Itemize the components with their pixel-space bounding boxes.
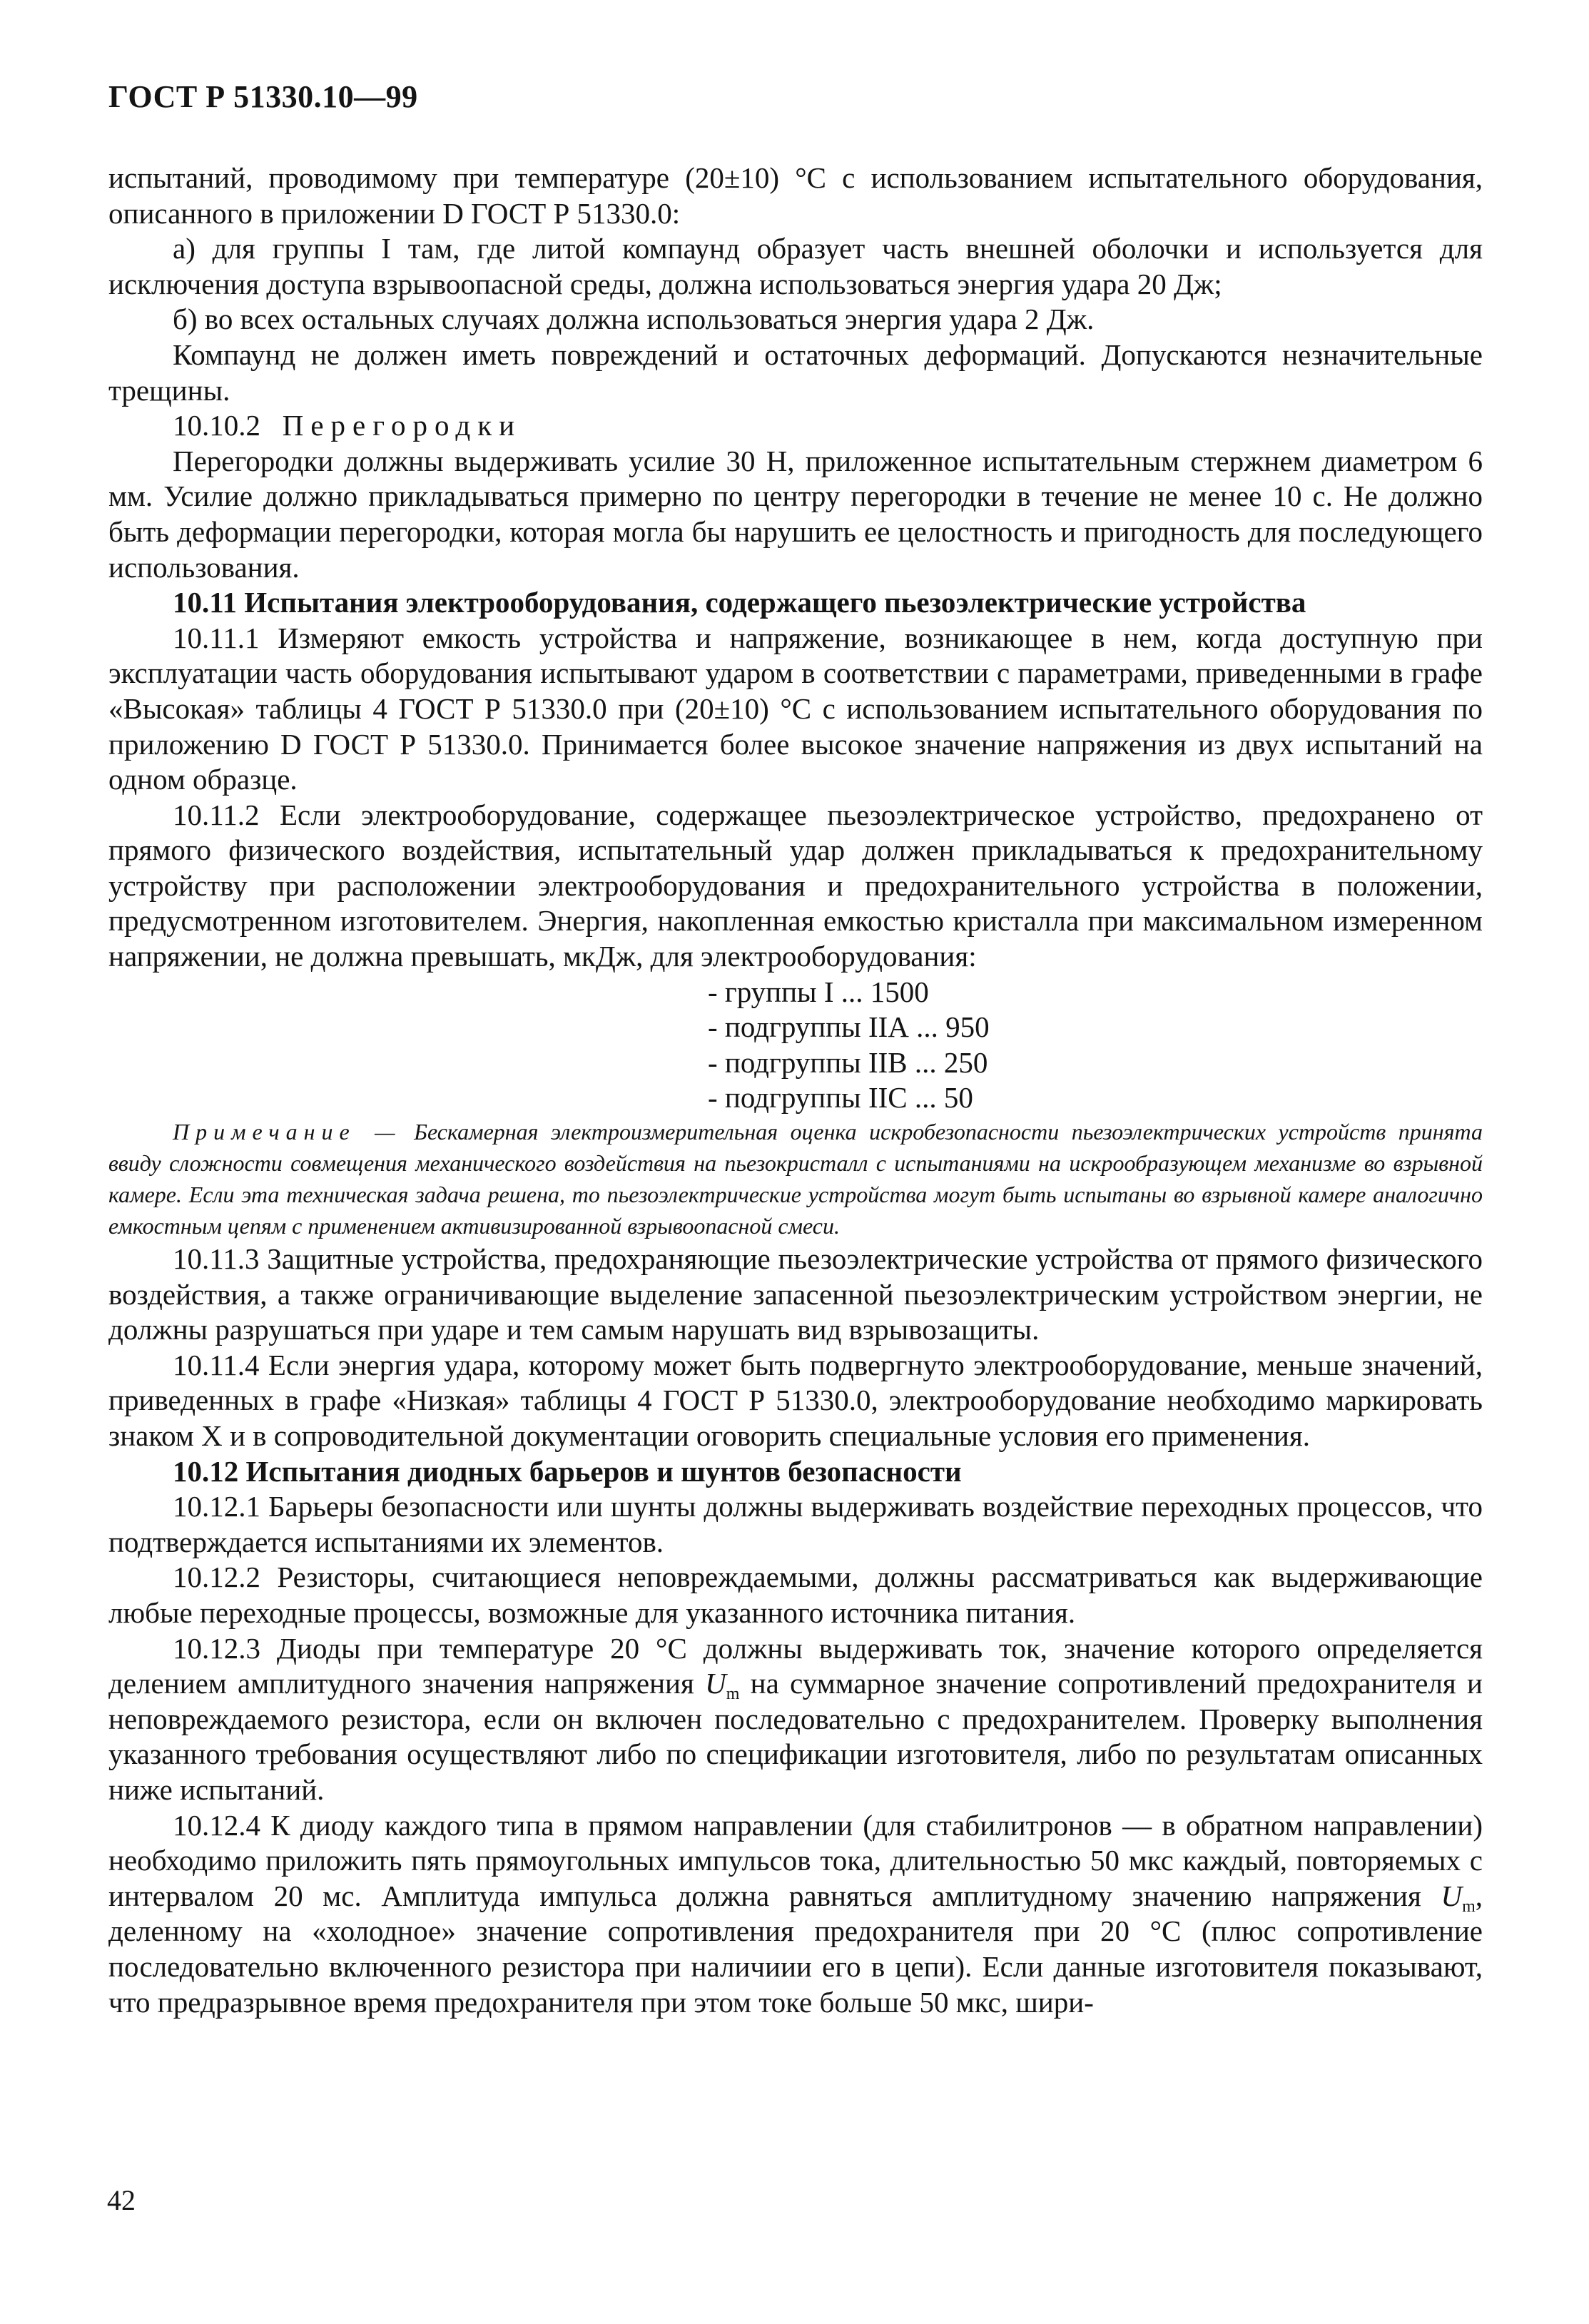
paragraph-item-a: а) для группы I там, где литой компаунд образует часть внешней оболочки и используется для исключения доступа взрывоопасной среды, должна использоваться энергия удара 20 Дж; xyxy=(108,232,1483,300)
paragraph-text: , деленному на «холодное» значение сопротивления предохранителя при 20 °С (плюс сопротивление последовательно включенного резистора при наличиии его в цепи). Если данные изготовителя показывают, что предразрывное время предохранителя при этом токе больше 50 мкс, шири- xyxy=(108,1879,1483,2019)
paragraph-item-b: б) во всех остальных случаях должна использоваться энергия удара 2 Дж. xyxy=(173,303,1095,336)
paragraph-10-12-3 xyxy=(108,1631,1483,1808)
section-heading-10-11: 10.11 Испытания электрооборудования, содержащего пьезоэлектрические устройства xyxy=(173,586,1306,619)
document-body xyxy=(108,161,1483,2020)
section-heading-10-12: 10.12 Испытания диодных барьеров и шунтов безопасности xyxy=(173,1454,962,1488)
list-item: - подгруппы IIА ... 950 xyxy=(708,1010,990,1044)
paragraph-continuation: испытаний, проводимому при температуре (20±10) °С с использованием испытательного оборудования, описанного в приложении D ГОСТ Р 51330.0: xyxy=(108,161,1483,230)
subsection-title: Перегородки xyxy=(282,409,522,442)
paragraph-10-12-1: 10.12.1 Барьеры безопасности или шунты должны выдерживать воздействие переходных процессов, что подтверждается испытаниями их элементов. xyxy=(108,1490,1483,1558)
paragraph-compound: Компаунд не должен иметь повреждений и остаточных деформаций. Допускаются незначительные трещины. xyxy=(108,338,1483,407)
paragraph-text: 10.12.4 К диоду каждого типа в прямом направлении (для стабилитронов — в обратном направлении) необходимо приложить пять прямоугольных импульсов тока, длительностью 50 мкс каждый, повторяемых с интервалом 20 мс. Амплитуда импульса должна равняться амплитудному значению напряжения xyxy=(108,1808,1483,1912)
list-item: - подгруппы IIВ ... 250 xyxy=(708,1045,988,1079)
subsection-number: 10.10.2 xyxy=(173,409,260,442)
note-label: Примечание — xyxy=(173,1119,402,1145)
page-number: 42 xyxy=(107,2184,136,2216)
paragraph-10-12-2: 10.12.2 Резисторы, считающиеся неповреждаемыми, должны рассматриваться как выдерживающие любые переходные процессы, возможные для указанного источника питания. xyxy=(108,1561,1483,1629)
paragraph-10-12-4 xyxy=(108,1808,1483,2021)
paragraph-10-11-4: 10.11.4 Если энергия удара, которому может быть подвергнуто электрооборудование, меньше значений, приведенных в графе «Низкая» таблицы 4 ГОСТ Р 51330.0, электрооборудование необходимо маркировать знаком Х и в сопроводительной документации оговорить специальные условия его применения. xyxy=(108,1348,1483,1452)
voltage-symbol: U xyxy=(705,1667,726,1700)
list-item: - подгруппы IIС ... 50 xyxy=(708,1081,973,1115)
paragraph-partitions: Перегородки должны выдерживать усилие 30 Н, приложенное испытательным стержнем диаметром 6 мм. Усилие должно прикладываться примерно по центру перегородки в течение не менее 10 с. Не должно быть деформации перегородки, которая могла бы нарушить ее целостность и пригодность для последующего использования. xyxy=(108,444,1483,584)
paragraph-10-11-2: 10.11.2 Если электрооборудование, содержащее пьезоэлектрическое устройство, предохранено от прямого физического воздействия, испытательный удар должен прикладываться к предохранительному устройству при расположении электрооборудования и предохранительного устройства в положении, предусмотренном изготовителем. Энергия, накопленная емкостью кристалла при максимальном измеренном напряжении, не должна превышать, мкДж, для электрооборудования: xyxy=(108,798,1483,973)
note-block xyxy=(108,1116,1483,1242)
paragraph-text: 10.12.3 Диоды при температуре 20 °С должны выдерживать ток, значение которого определяется делением амплитудного значения напряжения xyxy=(108,1631,1483,1700)
paragraph-10-11-1: 10.11.1 Измеряют емкость устройства и напряжение, возникающее в нем, когда доступную при эксплуатации часть оборудования испытывают ударом в соответствии с параметрами, приведенными в графе «Высокая» таблицы 4 ГОСТ Р 51330.0 при (20±10) °С с использованием испытательного оборудования по приложению D ГОСТ Р 51330.0. Принимается более высокое значение напряжения из двух испытаний на одном образце. xyxy=(108,621,1483,796)
voltage-symbol: U xyxy=(1441,1879,1463,1912)
document-header: ГОСТ Р 51330.10—99 xyxy=(108,79,418,114)
list-item: - группы I ... 1500 xyxy=(708,975,929,1008)
note-text: Бескамерная электроизмерительная оценка искробезопасности пьезоэлектрических устройств принята ввиду сложности совмещения механического воздействия на пьезокристалл с испытаниями на искрообразующем механизме во взрывной камере. Если эта техническая задача решена, то пьезоэлектрические устройства могут быть испытаны во взрывной камере аналогично емкостным цепям с применением активизированной взрывоопасной смеси. xyxy=(108,1119,1483,1239)
paragraph-10-11-3: 10.11.3 Защитные устройства, предохраняющие пьезоэлектрические устройства от прямого физического воздействия, а также ограничивающие выделение запасенной пьезоэлектрическим устройством энергии, не должны разрушаться при ударе и тем самым нарушать вид взрывозащиты. xyxy=(108,1242,1483,1346)
voltage-subscript: m xyxy=(1462,1897,1476,1916)
subsection-heading-10-10-2 xyxy=(108,408,1483,444)
voltage-subscript: m xyxy=(726,1685,740,1704)
energy-limits-list xyxy=(108,975,1483,1116)
paragraph-text: на суммарное значение сопротивлений предохранителя и неповреждаемого резистора, если он включен последовательно с предохранителем. Проверку выполнения указанного требования осуществляют либо по спецификации изготовителя, либо по результатам описанных ниже испытаний. xyxy=(108,1667,1483,1806)
